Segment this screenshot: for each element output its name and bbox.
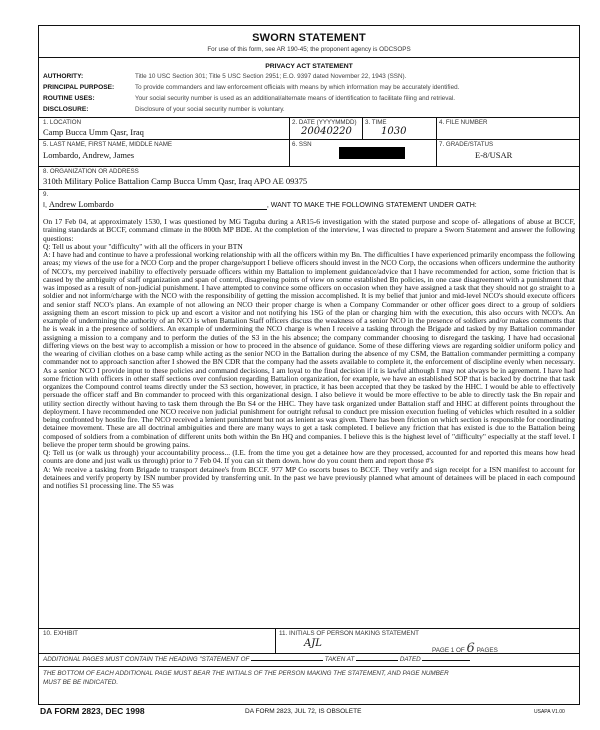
divider: [436, 117, 437, 139]
divider: [39, 139, 579, 140]
obsolete-notice: DA FORM 2823, JUL 72, IS OBSOLETE: [245, 708, 362, 715]
exhibit-label: 10. EXHIBIT: [43, 630, 78, 637]
form-subtitle: For use of this form, see AR 190-45; the proponent agency is ODCSOPS: [207, 46, 411, 53]
divider: [39, 189, 579, 190]
divider: [362, 117, 363, 139]
divider: [39, 666, 579, 667]
ssn-redaction: [339, 147, 405, 159]
privacy-purpose: PRINCIPAL PURPOSE: To provide commanders and law enforcement officials with means by which information may be accurately identified.: [43, 84, 460, 91]
privacy-routine-uses: ROUTINE USES: Your social security number is used as an additional/alternate means of identification to facilitate filing and retrieval.: [43, 95, 456, 102]
privacy-act-title: PRIVACY ACT STATEMENT: [265, 63, 353, 70]
version-label: USAPA V1.00: [534, 709, 565, 715]
divider: [39, 57, 579, 58]
initials-label: 11. INITIALS OF PERSON MAKING STATEMENT: [279, 630, 419, 637]
divider: [289, 139, 290, 166]
question-1: Q: Tell us about your "difficulty" with all the officers in your BTN: [43, 241, 243, 251]
grade-value: E-8/USAR: [475, 150, 513, 160]
time-value: 1030: [381, 126, 407, 137]
organization-label: 8. ORGANIZATION OR ADDRESS: [43, 168, 139, 175]
bottom-note-1: THE BOTTOM OF EACH ADDITIONAL PAGE MUST BEAR THE INITIALS OF THE PERSON MAKING THE STATEMENT, AND PAGE NUMBER: [43, 670, 449, 677]
item-nine-label: 9.: [43, 191, 49, 198]
divider: [39, 166, 579, 167]
divider: [39, 653, 579, 654]
statement-body: [43, 218, 575, 490]
bottom-note-2: MUST BE BE INDICATED.: [43, 679, 119, 686]
divider: [39, 117, 579, 118]
location-value: Camp Bucca Umm Qasr, Iraq: [43, 127, 144, 137]
location-label: 1. LOCATION: [43, 119, 82, 126]
initials-value: AJL: [304, 638, 322, 649]
additional-pages-note: ADDITIONAL PAGES MUST CONTAIN THE HEADING "STATEMENT OF TAKEN AT DATED: [43, 656, 470, 663]
statement-name: Andrew Lombardo: [49, 199, 267, 210]
date-value: 20040220: [301, 126, 352, 137]
form-title: SWORN STATEMENT: [252, 32, 366, 44]
date-label: 2. DATE (YYYYMMDD): [292, 119, 357, 126]
divider: [436, 139, 437, 166]
form-identifier: DA FORM 2823, DEC 1998: [40, 706, 145, 716]
question-2: Q: Tell us (or walk us through) your accountability process... (I.E. from the time you get a detainee how are they processed, accounted for and reported this means how head counts are done and just walk us through) prior to 7 Feb 04. If you can sit them down. how do you count them and report those #'s: [43, 448, 575, 466]
answer-1: A: I have had and continue to have a professional working relationship with all the officers within my Bn. The difficulties I have experienced primarily encompass the following areas; my views of the use for a NCO Corp and the proper charge/support I believe officers should invest in the NCO Corp, the occasions when officers undermine the authority of NCO's, my perceived inability to effectively persuade officers within my Battalion to implement guidance/advice that I have recommended for action, some friction that is caused by the ambiguity of staff organization and span of control, disagreeing points of view on some established Bn policies, in one case disagreement with a punishment that was imposed as a result of non-judicial punishment. I have attempted to convince some officers on occasion when they have assigned a task that they should not go straight to a soldier and not inform/charge with the NCO with the responsibility of getting the mission accomplished. It is my belief that junior and mid-level NCO's should execute officers and senior staff NCO's plans. An example of not allowing an NCO their proper charge is when a Company Commander or other officer goes direct to a group of soldiers assigning them an escort mission to pick up and escort a visitor and not notifying his 1SG of the plan or charging him with the execution, this also occurs with NCO's. An example of undermining the authority of an NCO is when Battalion Staff officers discuss the weakness of a senior NCO in the presence of soldiers and/or makes comments that he is weak in a the presence of soldiers. An example of undermining the NCO charge is when I receive a tasking through the Brigade and tasked by my Battalion commander assigning a mission to a company and to perform the duties of the S3 in the his absence; the company commander choosing to disregard the tasking. I have had occasional differing views on the best way to accomplish a mission or how to proceed in the absence of guidance. Some of these differing views are regarding soldier uniform policy and the wearing of civilian clothes on a base camp while acting as the senior NCO in the Battalion during the absence of my CSM, the Battalion commander permitting a company commander not to approach sanction after I showed the BN CDR that the company had the assets available to complete it, the enforcement of discipline evenly when necessary. As a senior NCO I provide input to these policies and command decisions, I am loyal to the final decision if it is lawful although I may not always be in agreement. I have had some friction with officers in other staff sections over confusion regarding Battalion organization, for example, we have an established SOP that is backed by doctrine that task organizes the Compound control teams directly under the S3 section, however, in practice, it has been accepted that they be tasked by the HHC. I would be able to effectively persuade the officer staff and Bn commander to proceed with this organizational design. I also believe it would be more effective to be able to directly task the Bn repair and utility section directly without having to task them through the Bn S4 or the HHC. They have task organized under Battalion staff and HHC at different points throughout the deployment. I have recommended one NCO receive non judicial punishment for outright refusal to conduct pre mission execution fueling of vehicles which resulted in a soldier being confronted by hostile fire. The NCO received a lenient punishment but not as lenient as was given. There has been friction on which section is responsible for coordinating detainee movement. These are all doctrinal ambiguities and there are many ways to get a task completed. I believe any friction that has existed is due to the Battalion being composed of soldiers from a combination of different units both within the Bn HQ and companies. I believe this is the highest level of "difficulty" especially at the staff level. I believe the proper term should be growing pains.: [43, 250, 575, 449]
divider: [275, 628, 276, 653]
name-value: Lombardo, Andrew, James: [43, 150, 135, 160]
ssn-label: 6. SSN: [292, 141, 312, 148]
time-label: 3. TIME: [365, 119, 387, 126]
file-number-label: 4. FILE NUMBER: [439, 119, 488, 126]
divider: [289, 117, 290, 139]
name-label: 5. LAST NAME, FIRST NAME, MIDDLE NAME: [43, 141, 173, 148]
divider: [39, 628, 579, 629]
page-count: PAGE 1 OF 6 PAGES: [432, 641, 498, 656]
privacy-disclosure: DISCLOSURE: Disclosure of your social security number is voluntary.: [43, 106, 285, 113]
grade-label: 7. GRADE/STATUS: [439, 141, 494, 148]
privacy-authority: AUTHORITY: Title 10 USC Section 301; Title 5 USC Section 2951; E.O. 9397 dated November 22, 1943 (SSN).: [43, 73, 407, 80]
statement-intro: I, Andrew Lombardo , WANT TO MAKE THE FOLLOWING STATEMENT UNDER OATH:: [43, 199, 477, 209]
statement-paragraph: On 17 Feb 04, at approximately 1530, I was questioned by MG Taguba during a AR15-6 investigation with the stated purpose and scope of- allegations of abuse at BCCF, training standards at BCCF, command climate in the 800th MP BDE. At the completion of the interview, I was directed to prepare a Sworn Statement and answer the following questions:: [43, 217, 575, 243]
sworn-statement-form: [38, 25, 580, 705]
organization-value: 310th Military Police Battalion Camp Bucca Umm Qasr, Iraq APO AE 09375: [43, 176, 308, 186]
answer-2: A: We receive a tasking from Brigade to transport detainee's from BCCF. 977 MP Co escorts buses to BCCF. They verify and sign receipt for a ISN manifest to account for detainees and verify property by ISN number provided by transferring unit. In the past we have previously planned what amount of detainees will be placed in each compound and notifies S1 processing line. The S5 was: [43, 464, 575, 490]
